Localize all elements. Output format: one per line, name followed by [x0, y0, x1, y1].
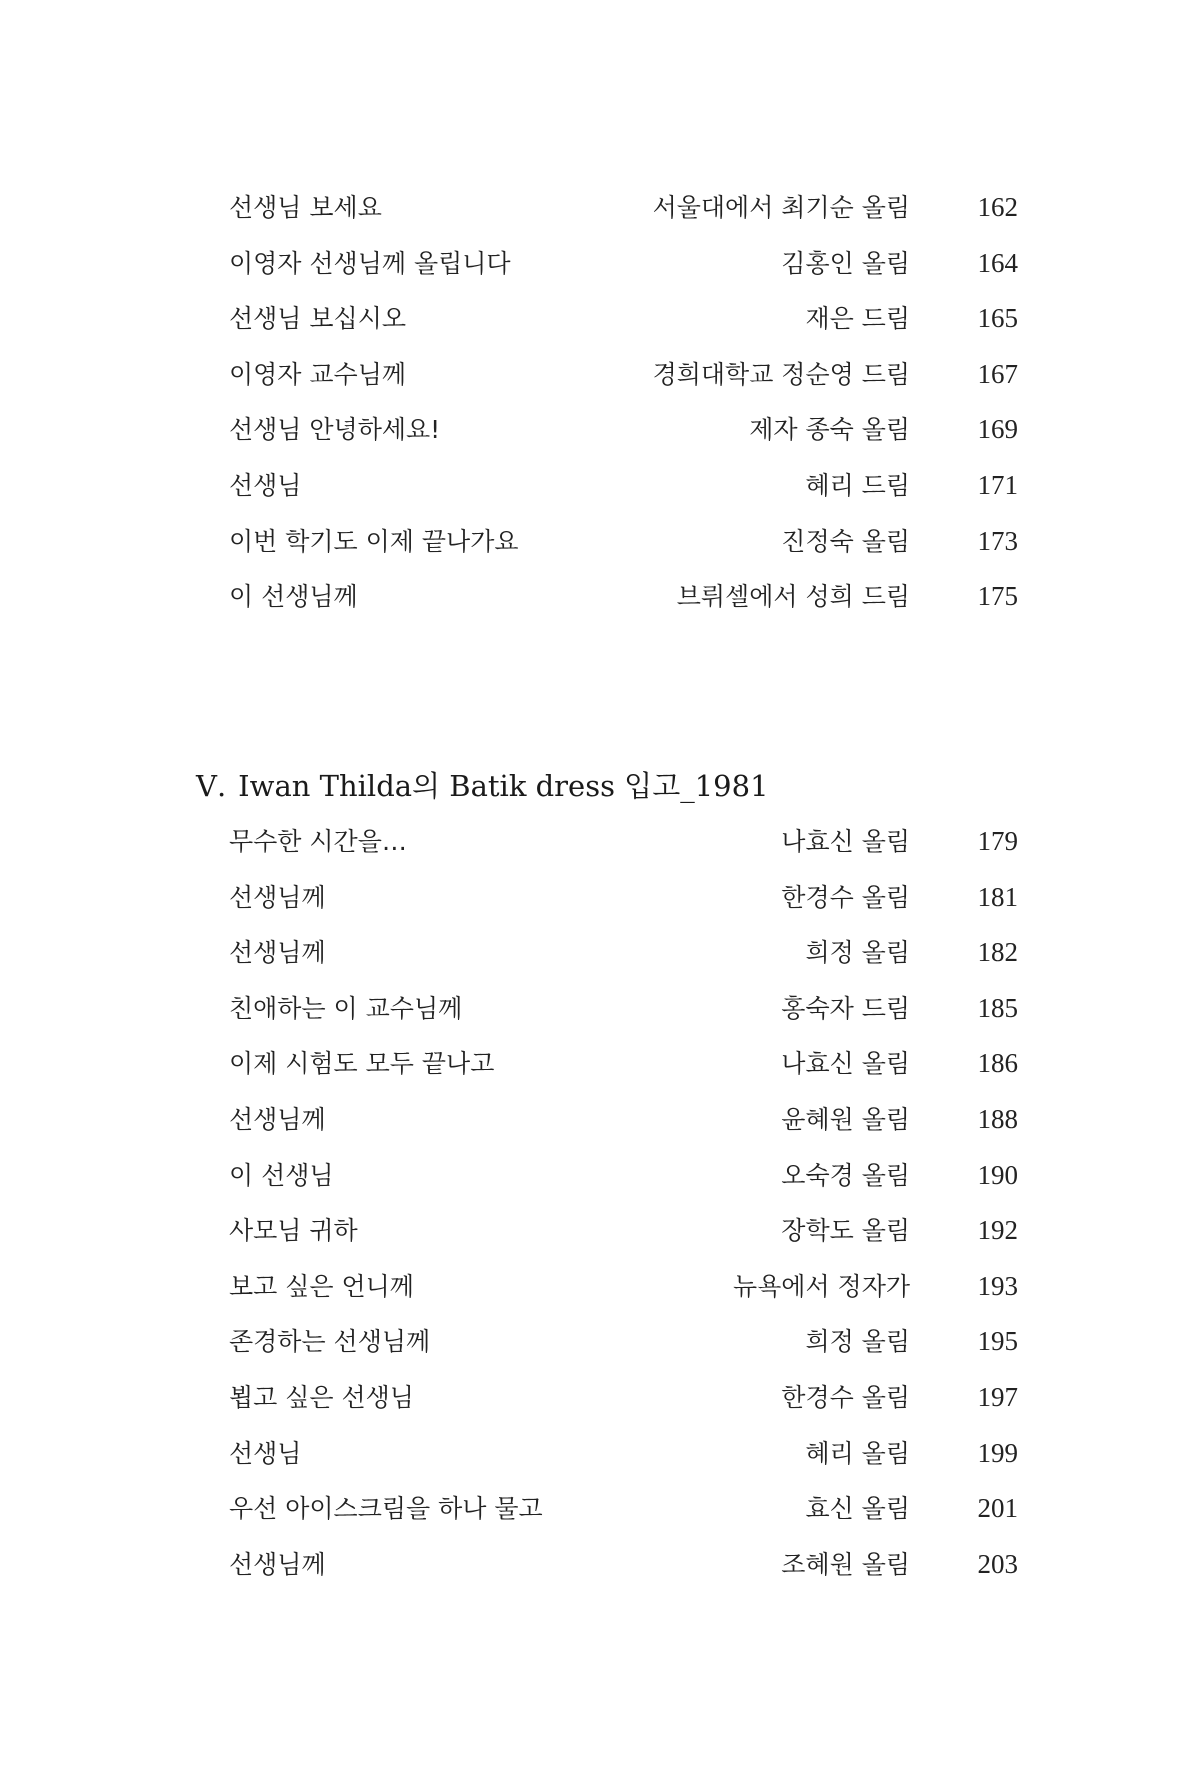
toc-entry-title: 뵙고 싶은 선생님: [229, 1382, 414, 1412]
toc-entry-author: 희정 올림: [805, 938, 910, 968]
toc-entry-title: 선생님: [229, 470, 302, 500]
toc-entry-page: 169: [977, 414, 1018, 445]
toc-entry-title: 친애하는 이 교수님께: [229, 993, 463, 1023]
toc-entry-page: 186: [977, 1048, 1018, 1079]
toc-entry-page: 171: [977, 469, 1018, 500]
toc-entry-page: 193: [977, 1270, 1018, 1301]
toc-entry-page: 195: [977, 1326, 1018, 1357]
toc-entry-page: 188: [977, 1103, 1018, 1134]
toc-entry-author: 재은 드림: [805, 304, 910, 334]
toc-entry: [0, 1092, 1196, 1148]
toc-entry: [0, 569, 1196, 625]
toc-entry-title: 무수한 시간을…: [229, 827, 407, 856]
toc-entry-page: 181: [977, 881, 1018, 912]
toc-entry-author: 김홍인 올림: [781, 248, 910, 278]
toc-entry-page: 175: [977, 581, 1018, 612]
toc-entry-author: 홍숙자 드림: [781, 993, 910, 1023]
toc-entry-page: 201: [977, 1493, 1018, 1524]
toc-entry: [0, 814, 1196, 870]
toc-entry-title: 선생님 안녕하세요!: [229, 415, 441, 445]
toc-entry-title: 선생님: [229, 1438, 302, 1468]
toc-entry-author: 경희대학교 정순영 드림: [652, 359, 910, 389]
toc-entry-page: 192: [977, 1215, 1018, 1246]
toc-entry-page: 199: [977, 1437, 1018, 1468]
toc-entry: [0, 925, 1196, 981]
toc-entry-author: 조혜원 올림: [781, 1549, 910, 1579]
toc-entry-author: 한경수 올림: [781, 882, 910, 912]
toc-entry-page: 203: [977, 1548, 1018, 1579]
toc-entry-page: 173: [977, 525, 1018, 556]
toc-entry-title: 선생님 보세요: [229, 193, 382, 222]
toc-entry-author: 장학도 올림: [781, 1216, 910, 1246]
toc-entry-author: 진정숙 올림: [781, 526, 910, 556]
toc-entry-title: 이영자 교수님께: [229, 359, 406, 389]
toc-entry-title: 선생님께: [229, 1104, 326, 1134]
toc-entry-author: 희정 올림: [805, 1327, 910, 1357]
toc-entry: [0, 1481, 1196, 1537]
toc-entry: [0, 514, 1196, 570]
toc-entry-page: 182: [977, 937, 1018, 968]
toc-entry-title: 존경하는 선생님께: [229, 1327, 431, 1357]
toc-entry: [0, 1148, 1196, 1204]
toc-entry: [0, 1537, 1196, 1593]
toc-entry-author: 한경수 올림: [781, 1382, 910, 1412]
toc-entry-author: 혜리 올림: [805, 1438, 910, 1468]
toc-entry-page: 179: [977, 826, 1018, 856]
toc-entry: [0, 347, 1196, 403]
toc-entry: [0, 1426, 1196, 1482]
toc-entry-author: 오숙경 올림: [781, 1160, 910, 1190]
toc-entry-title: 이 선생님: [229, 1160, 334, 1190]
toc-entry-author: 브뤼셀에서 성희 드림: [676, 582, 910, 612]
toc-entry-title: 선생님께: [229, 1549, 326, 1579]
toc-entry: [0, 1370, 1196, 1426]
toc-entry-page: 164: [977, 247, 1018, 278]
toc-entry-title: 이제 시험도 모두 끝나고: [229, 1049, 495, 1079]
toc-entry: [0, 458, 1196, 514]
toc-section-5: [0, 758, 1196, 1592]
toc-entry-title: 사모님 귀하: [229, 1216, 358, 1246]
toc-entry-author: 윤혜원 올림: [781, 1104, 910, 1134]
toc-entry-title: 이 선생님께: [229, 582, 358, 612]
toc-entry-title: 선생님 보십시오: [229, 304, 406, 334]
toc-entry: [0, 1259, 1196, 1315]
toc-entry: [0, 1036, 1196, 1092]
toc-entry-author: 효신 올림: [805, 1494, 910, 1524]
toc-entry: [0, 236, 1196, 292]
toc-entry-author: 나효신 올림: [781, 827, 910, 856]
toc-entry-page: 167: [977, 358, 1018, 389]
toc-entry: [0, 291, 1196, 347]
toc-block-continued: [0, 180, 1196, 625]
toc-entry: [0, 1203, 1196, 1259]
toc-entry: [0, 180, 1196, 236]
toc-entry-author: 서울대에서 최기순 올림: [652, 193, 910, 222]
toc-entry-page: 185: [977, 992, 1018, 1023]
toc-entry-page: 162: [977, 192, 1018, 222]
toc-entry-title: 보고 싶은 언니께: [229, 1271, 414, 1301]
toc-entry-page: 197: [977, 1381, 1018, 1412]
toc-entry-author: 나효신 올림: [781, 1049, 910, 1079]
toc-entry-page: 190: [977, 1159, 1018, 1190]
section-numeral: Ⅴ.: [196, 769, 227, 803]
toc-entry-title: 우선 아이스크림을 하나 물고: [229, 1494, 543, 1524]
toc-entry-title: 이영자 선생님께 올립니다: [229, 248, 511, 278]
toc-entry-author: 제자 종숙 올림: [749, 415, 910, 445]
toc-entry-page: 165: [977, 303, 1018, 334]
section-heading: [0, 758, 1196, 814]
toc-entry: [0, 1314, 1196, 1370]
toc-entry-title: 선생님께: [229, 938, 326, 968]
toc-entry-author: 뉴욕에서 정자가: [733, 1271, 910, 1301]
toc-entry-title: 이번 학기도 이제 끝나가요: [229, 526, 519, 556]
toc-entry-title: 선생님께: [229, 882, 326, 912]
toc-entry-author: 혜리 드림: [805, 470, 910, 500]
toc-entry: [0, 981, 1196, 1037]
toc-entry: [0, 870, 1196, 926]
toc-entry: [0, 402, 1196, 458]
section-title: Iwan Thilda의 Batik dress 입고_1981: [238, 769, 769, 803]
